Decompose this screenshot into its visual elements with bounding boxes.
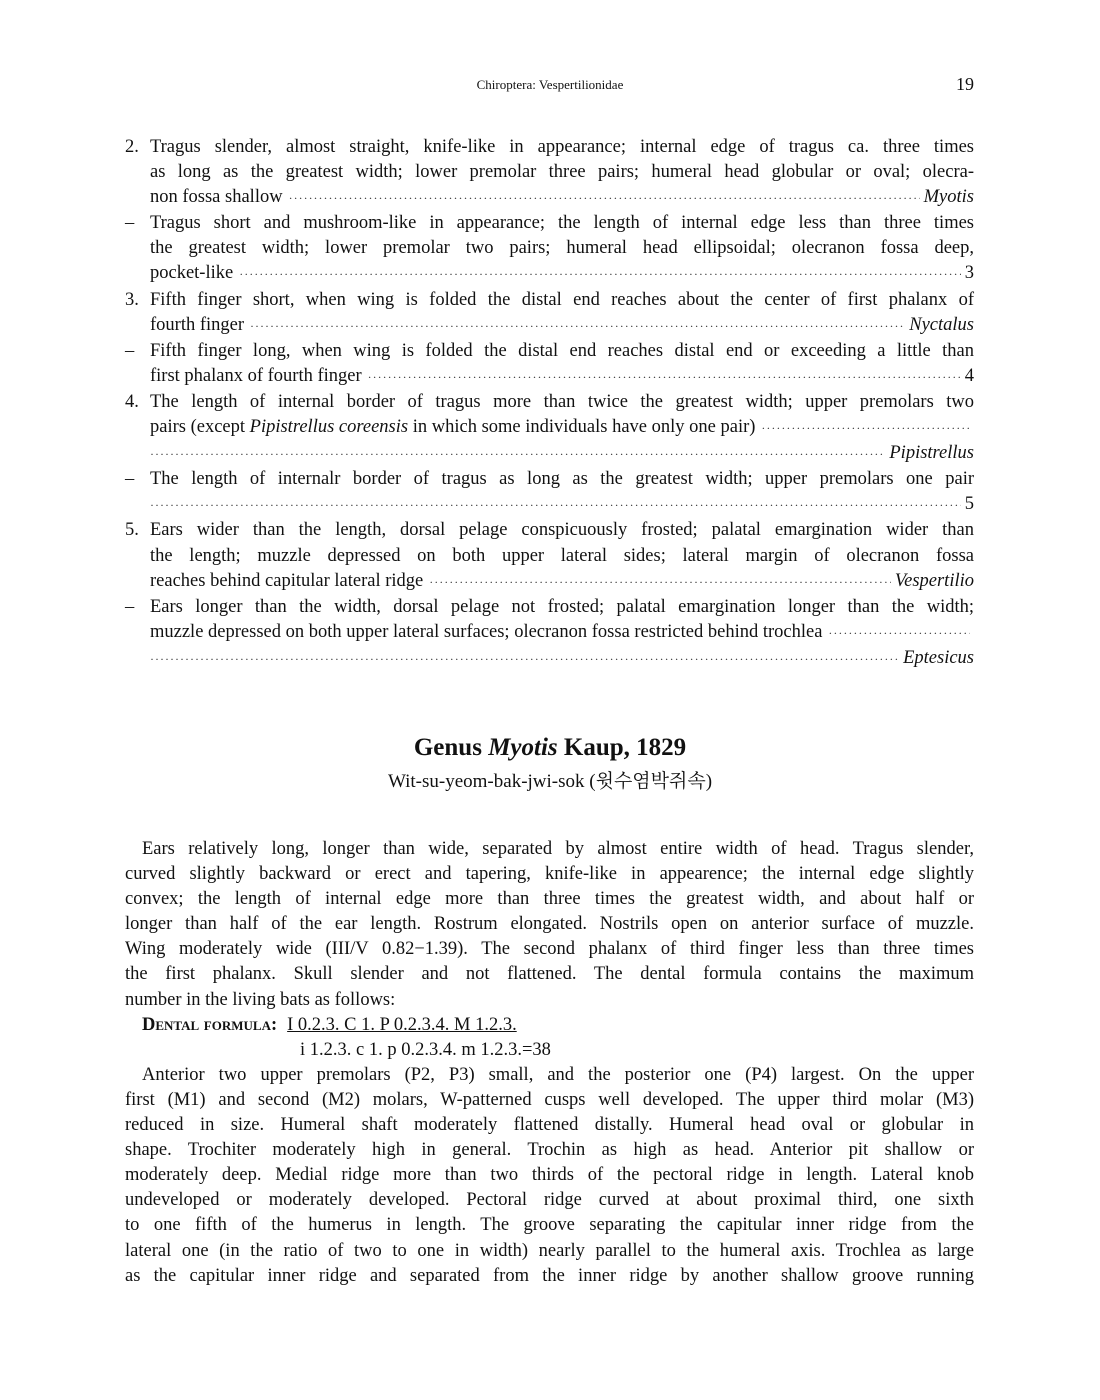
key-entry	[125, 288, 974, 339]
key-destination: Pipistrellus	[889, 443, 974, 464]
key-entry-tail-post: in which some individuals have only one pair)	[408, 417, 756, 438]
key-entry-line: Fifth finger long, when wing is folded the distal end reaches distal end or exceeding a little than	[150, 340, 974, 361]
key-destination: Nyctalus	[909, 314, 974, 335]
key-entry-marker: –	[125, 469, 135, 490]
key-entry	[125, 135, 974, 211]
key-entry	[125, 595, 974, 672]
key-entry	[125, 339, 974, 390]
key-entry-tail: reaches behind capitular lateral ridge	[150, 570, 424, 591]
key-entry	[125, 390, 974, 467]
genus-heading-suffix: Kaup, 1829	[557, 734, 687, 761]
key-entry-line: Tragus short and mushroom-like in appearance; the length of internal edge less than three times	[150, 213, 974, 234]
key-entry-tail: non fossa shallow	[150, 187, 283, 208]
key-entry-line	[150, 364, 974, 390]
key-entry	[125, 467, 974, 518]
key-destination: Vespertilio	[894, 570, 974, 591]
description-line: Ears relatively long, longer than wide, separated by almost entire width of head. Tragus slender,	[142, 839, 974, 859]
key-entry-marker: 3.	[125, 289, 139, 310]
dot-leader	[150, 493, 961, 518]
key-entry-line	[150, 185, 974, 211]
description-line: Anterior two upper premolars (P2, P3) small, and the posterior one (P4) largest. On the upper	[142, 1064, 974, 1085]
key-entry-tail: muzzle depressed on both upper lateral surfaces; olecranon fossa restricted behind trochlea	[150, 621, 823, 642]
dot-leader	[150, 442, 885, 467]
description-line: undeveloped or moderately developed. Pectoral ridge curved at about proximal third, one sixth	[125, 1190, 974, 1211]
genus-heading-prefix: Genus	[413, 734, 489, 761]
description-line: as the capitular inner ridge and separated from the inner ridge by another shallow groove running	[125, 1265, 974, 1286]
dental-formula-label: Dental formula:	[142, 1014, 278, 1035]
key-entry-line	[150, 415, 974, 441]
key-destination: 4	[964, 365, 974, 386]
description-line: the first phalanx. Skull slender and not flattened. The dental formula contains the maximum	[125, 964, 974, 985]
description-line: reduced in size. Humeral shaft moderately flattened distally. Humeral head oval or globular in	[125, 1115, 974, 1136]
genus-korean-name: Wit-su-yeom-bak-jwi-sok (윗수염박쥐속)	[387, 771, 713, 792]
dot-leader	[828, 621, 970, 646]
description-line: to one fifth of the humerus in length. The groove separating the capitular inner ridge from the	[125, 1215, 974, 1236]
key-entry	[125, 518, 974, 594]
key-entry-tail: pocket-like	[150, 263, 234, 284]
key-entry-line: Ears wider than the length, dorsal pelage conspicuously frosted; palatal emargination wider than	[150, 520, 974, 541]
description-line: number in the living bats as follows:	[125, 989, 396, 1010]
key-entry-marker: 4.	[125, 391, 139, 412]
key-entry-line	[150, 441, 974, 467]
key-entry-marker: –	[125, 340, 135, 361]
key-destination: Eptesicus	[903, 647, 974, 668]
key-entry-line: Ears longer than the width, dorsal pelage not frosted; palatal emargination longer than the width;	[150, 596, 974, 617]
dot-leader	[368, 365, 961, 390]
description-line: Wing moderately wide (III/V 0.82−1.39). The second phalanx of third finger less than three times	[125, 939, 974, 960]
key-entry-marker: –	[125, 596, 135, 617]
page-number: 19	[956, 74, 974, 94]
key-entry-tail-pre: pairs (except	[150, 417, 250, 438]
description-line: moderately deep. Medial ridge more than two thirds of the pectoral ridge in length. Lateral knob	[125, 1165, 974, 1186]
key-entry-line	[150, 261, 974, 287]
key-entry-line	[150, 620, 974, 646]
dental-formula-upper: I 0.2.3. C 1. P 0.2.3.4. M 1.2.3.	[287, 1014, 517, 1035]
key-entry	[125, 211, 974, 287]
key-entry-tail	[150, 415, 755, 440]
key-entry-line	[150, 646, 974, 672]
running-head: Chiroptera: Vespertilionidae	[476, 77, 624, 92]
key-entry-marker: –	[125, 213, 135, 234]
key-entry-line: The length of internalr border of tragus as long as the greatest width; upper premolars one pair	[150, 469, 974, 490]
dot-leader	[289, 186, 920, 211]
key-entry-line: Tragus slender, almost straight, knife-like in appearance; internal edge of tragus ca. three times	[150, 137, 974, 157]
key-entry-line: The length of internal border of tragus more than twice the greatest width; upper premolars two	[150, 391, 974, 412]
dot-leader	[761, 416, 970, 441]
dot-leader	[429, 570, 891, 595]
key-entry-line: as long as the greatest width; lower premolar three pairs; humeral head globular or oval; olecra-	[150, 162, 974, 183]
genus-heading	[0, 733, 1100, 763]
key-entry-line	[150, 492, 974, 518]
key-entry-marker: 2.	[125, 137, 139, 157]
identification-key	[125, 135, 974, 672]
key-destination: Myotis	[923, 187, 974, 208]
genus-description	[125, 837, 974, 1289]
species-name: Pipistrellus coreensis	[249, 417, 409, 438]
description-line: convex; the length of internal edge more than three times the greatest width, and about half or	[125, 889, 974, 910]
key-entry-line: the greatest width; lower premolar two pairs; humeral head ellipsoidal; olecranon fossa deep,	[150, 238, 974, 259]
dental-formula	[125, 1013, 974, 1038]
key-entry-line: the length; muzzle depressed on both upper lateral sides; lateral margin of olecranon fossa	[150, 545, 974, 566]
description-line: longer than half of the ear length. Rostrum elongated. Nostrils open on anterior surface of muzzle.	[125, 914, 974, 935]
dot-leader	[239, 262, 961, 287]
key-entry-tail: fourth finger	[150, 314, 245, 335]
genus-name: Myotis	[488, 734, 558, 761]
key-entry-marker: 5.	[125, 520, 139, 541]
key-entry-line: Fifth finger short, when wing is folded the distal end reaches about the center of first phalanx of	[150, 289, 974, 310]
dot-leader	[250, 314, 905, 339]
key-entry-line	[150, 313, 974, 339]
key-destination: 5	[964, 494, 974, 515]
key-entry-line	[150, 569, 974, 595]
description-line: lateral one (in the ratio of two to one in width) nearly parallel to the humeral axis. Trochlea as large	[125, 1240, 974, 1261]
dot-leader	[150, 647, 899, 672]
key-entry-tail: first phalanx of fourth finger	[150, 365, 362, 386]
description-line: first (M1) and second (M2) molars, W-patterned cusps well developed. The upper third molar (M3)	[125, 1089, 974, 1110]
description-line: shape. Trochiter moderately high in general. Trochin as high as head. Anterior pit shallow or	[125, 1140, 974, 1161]
dental-formula-lower: i 1.2.3. c 1. p 0.2.3.4. m 1.2.3.=38	[300, 1039, 551, 1060]
description-line: curved slightly backward or erect and tapering, knife-like in appearence; the internal edge slightly	[125, 864, 974, 885]
key-destination: 3	[964, 263, 974, 284]
